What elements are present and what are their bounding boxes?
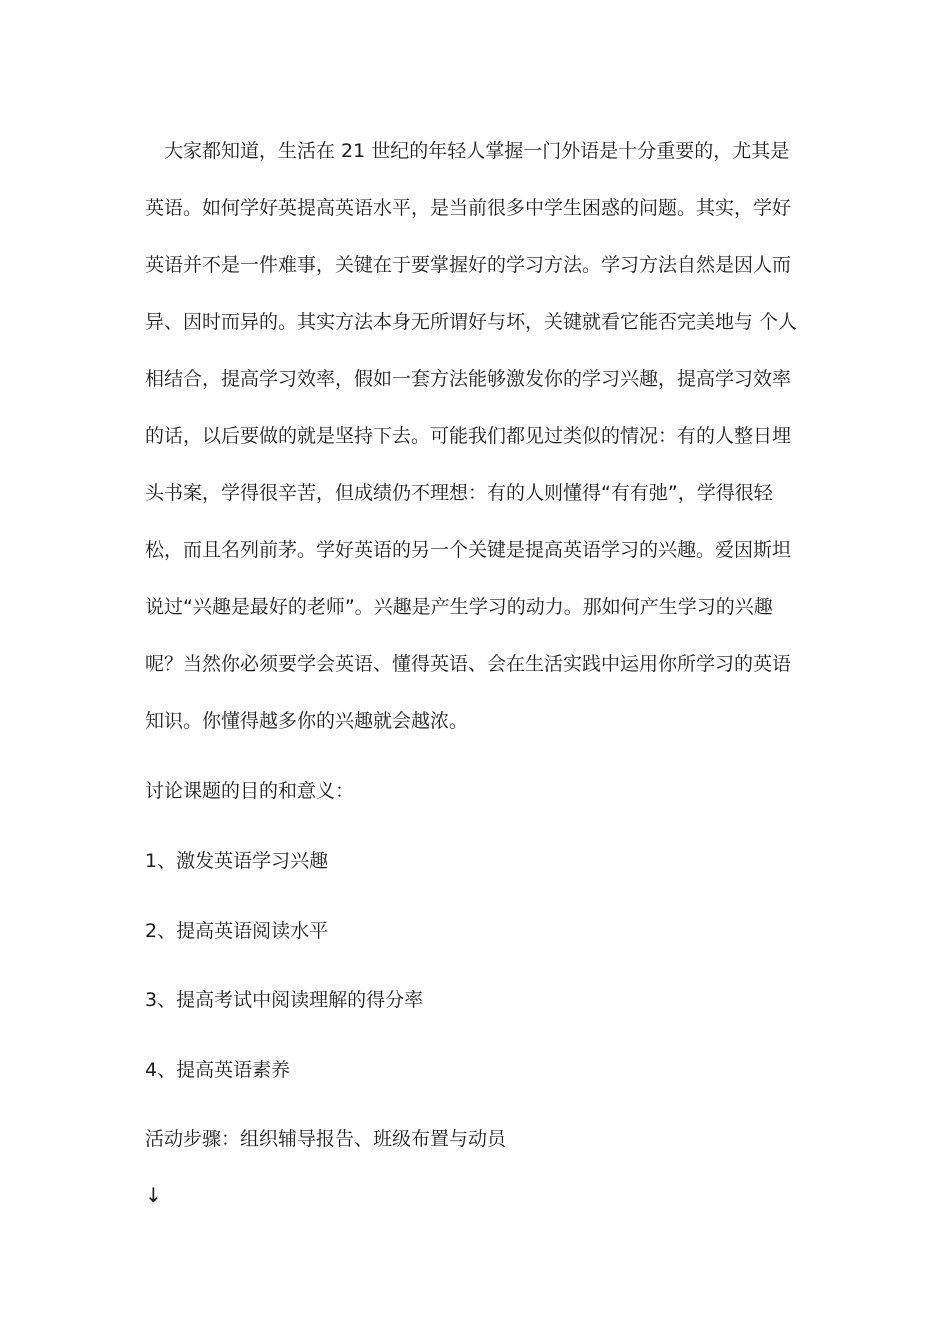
paragraph-line: 的话，以后要做的就是坚持下去。可能我们都见过类似的情况：有的人整日埋 [145, 425, 792, 447]
paragraph-line: 说过“兴趣是最好的老师”。兴趣是产生学习的动力。那如何产生学习的兴趣 [145, 596, 773, 618]
purpose-heading: 讨论课题的目的和意义： [145, 780, 355, 802]
list-item: 2、提高英语阅读水平 [145, 920, 329, 942]
paragraph-line: 英语并不是一件难事，关键在于要掌握好的学习方法。学习方法自然是因人而 [145, 254, 792, 276]
paragraph-line: 头书案，学得很辛苦，但成绩仍不理想：有的人则懂得“有有弛”，学得很轻 [145, 482, 773, 504]
paragraph-line: 知识。你懂得越多你的兴趣就会越浓。 [145, 710, 469, 732]
paragraph-line: 相结合，提高学习效率，假如一套方法能够激发你的学习兴趣，提高学习效率 [145, 368, 792, 390]
paragraph-line: 大家都知道，生活在 21 世纪的年轻人掌握一门外语是十分重要的，尤其是 [145, 140, 790, 162]
list-item: 4、提高英语素养 [145, 1059, 291, 1081]
paragraph-line: 松，而且名列前茅。学好英语的另一个关键是提高英语学习的兴趣。爱因斯坦 [145, 539, 792, 561]
steps-line: 活动步骤：组织辅导报告、班级布置与动员 [145, 1128, 507, 1150]
down-arrow-icon: ↓ [145, 1183, 162, 1207]
paragraph-line: 英语。如何学好英提高英语水平，是当前很多中学生困惑的问题。其实，学好 [145, 197, 792, 219]
list-item: 3、提高考试中阅读理解的得分率 [145, 989, 424, 1011]
list-item: 1、激发英语学习兴趣 [145, 850, 329, 872]
paragraph-line: 呢？当然你必须要学会英语、懂得英语、会在生活实践中运用你所学习的英语 [145, 653, 792, 675]
paragraph-line: 异、因时而异的。其实方法本身无所谓好与坏，关键就看它能否完美地与 个人 [145, 311, 798, 333]
